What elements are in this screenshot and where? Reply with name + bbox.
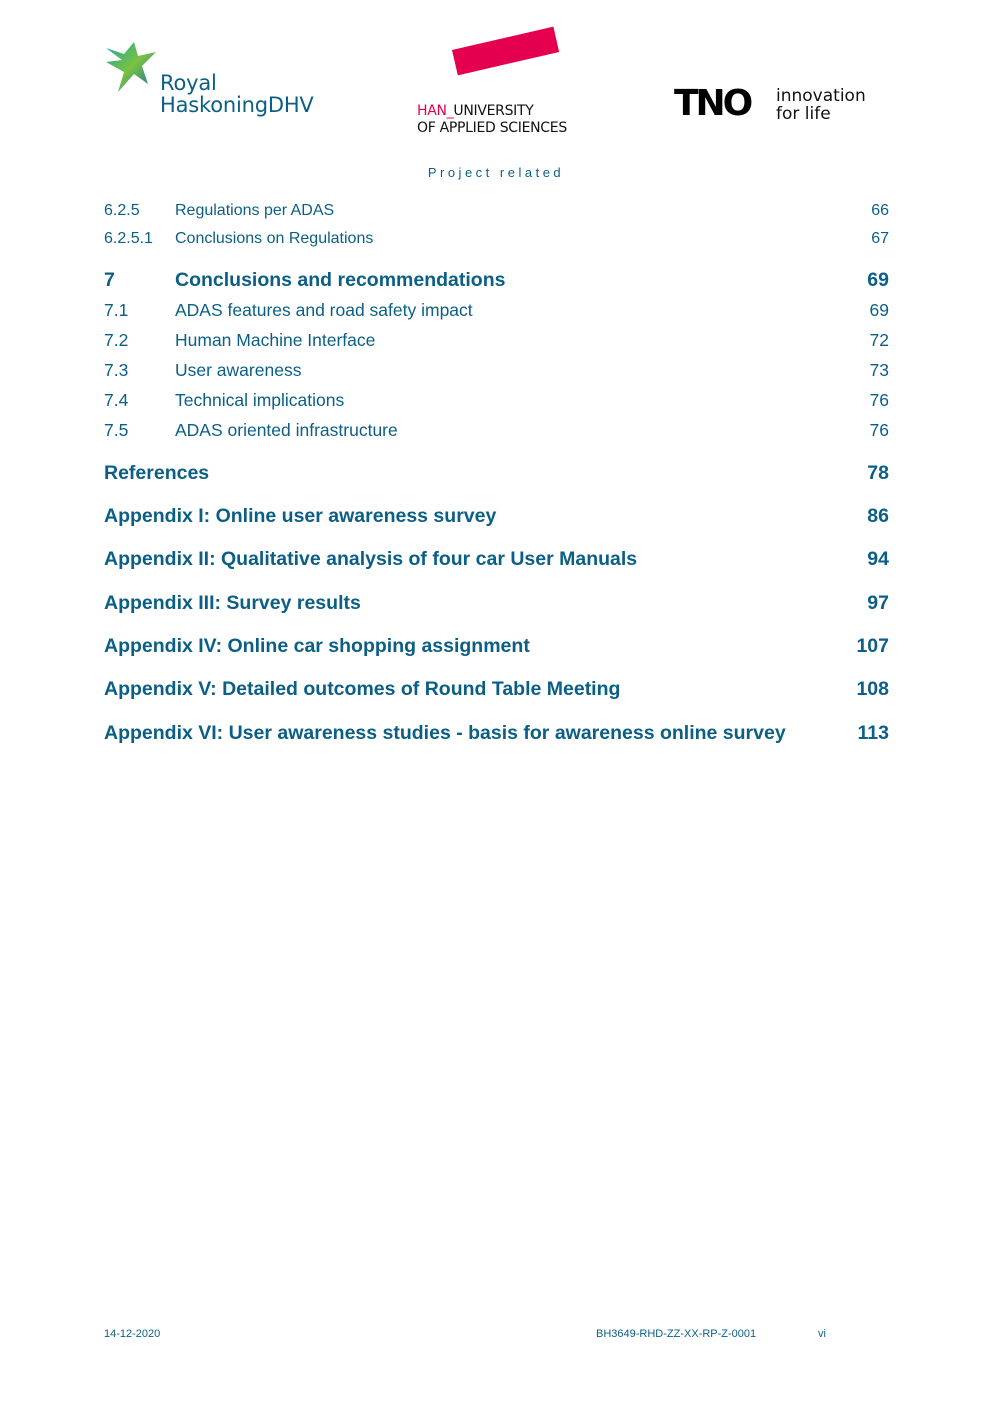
toc-entry-number: 6.2.5 bbox=[104, 202, 140, 219]
toc-entry-number: 7.3 bbox=[104, 360, 129, 380]
han-pink-bar bbox=[452, 27, 559, 76]
toc-entry[interactable] bbox=[104, 355, 889, 385]
toc-entry-title: Conclusions and recommendations bbox=[175, 269, 506, 291]
toc-entry-title: Conclusions on Regulations bbox=[175, 230, 374, 247]
toc-entry-title: Appendix IV: Online car shopping assignment bbox=[104, 635, 530, 657]
toc-appendix-entry[interactable] bbox=[104, 632, 889, 660]
toc-entry-page: 78 bbox=[867, 462, 889, 484]
footer-page-number: vi bbox=[818, 1328, 826, 1340]
footer-document-id: BH3649-RHD-ZZ-XX-RP-Z-0001 bbox=[596, 1328, 757, 1340]
tno-tagline: innovation for life bbox=[776, 86, 866, 124]
toc-entry-title: Technical implications bbox=[175, 390, 345, 410]
rhdhv-bird-icon bbox=[104, 40, 164, 100]
toc-entry[interactable] bbox=[104, 415, 889, 445]
toc-entry-title: User awareness bbox=[175, 360, 302, 380]
toc-entry[interactable] bbox=[104, 385, 889, 415]
toc-entry-number: 7.4 bbox=[104, 390, 129, 410]
toc-entry[interactable] bbox=[104, 197, 889, 225]
toc-entry-page: 113 bbox=[857, 722, 889, 744]
toc-entry-title: Appendix V: Detailed outcomes of Round Table Meeting bbox=[104, 678, 621, 700]
toc-entry-title: ADAS oriented infrastructure bbox=[175, 420, 398, 440]
toc-entry-number: 6.2.5.1 bbox=[104, 230, 153, 247]
royal-haskoningdhv-logo bbox=[104, 40, 334, 122]
toc-entry-page: 66 bbox=[871, 202, 889, 219]
han-wordmark: HAN_UNIVERSITY OF APPLIED SCIENCES bbox=[417, 103, 567, 136]
toc-appendix-entry[interactable] bbox=[104, 719, 889, 747]
toc-entry[interactable] bbox=[104, 325, 889, 355]
toc-entry[interactable] bbox=[104, 295, 889, 325]
toc-entry-page: 86 bbox=[867, 505, 889, 527]
toc-entry-page: 94 bbox=[867, 548, 889, 570]
toc-entry-title: References bbox=[104, 462, 210, 484]
toc-entry-title: Appendix III: Survey results bbox=[104, 592, 361, 614]
toc-appendix-entry[interactable] bbox=[104, 545, 889, 573]
toc-entry-page: 76 bbox=[869, 420, 889, 440]
footer-date: 14-12-2020 bbox=[104, 1328, 161, 1340]
toc-entry-page: 108 bbox=[856, 678, 889, 700]
toc-entry[interactable] bbox=[104, 225, 889, 253]
toc-entry-number: 7.5 bbox=[104, 420, 129, 440]
toc-entry-title: Appendix I: Online user awareness survey bbox=[104, 505, 497, 527]
han-university-logo bbox=[416, 40, 566, 140]
toc-entry-page: 69 bbox=[867, 269, 889, 291]
classification-label: Project related bbox=[427, 165, 565, 180]
toc-entry-page: 107 bbox=[856, 635, 889, 657]
toc-entry-title: Regulations per ADAS bbox=[175, 202, 335, 219]
toc-chapter-entry[interactable] bbox=[104, 266, 889, 294]
toc-appendix-entry[interactable] bbox=[104, 675, 889, 703]
toc-appendix-entry[interactable] bbox=[104, 589, 889, 617]
toc-entry-number: 7 bbox=[104, 269, 115, 291]
toc-entry-page: 69 bbox=[869, 300, 889, 320]
toc-entry-page: 76 bbox=[869, 390, 889, 410]
table-of-contents bbox=[104, 197, 889, 747]
rhdhv-wordmark: Royal HaskoningDHV bbox=[160, 71, 314, 117]
toc-entry-number: 7.1 bbox=[104, 300, 129, 320]
toc-entry-title: Appendix VI: User awareness studies - basis for awareness online survey bbox=[104, 722, 786, 744]
toc-references-entry[interactable] bbox=[104, 459, 889, 487]
tno-mark: TNO bbox=[674, 83, 751, 124]
toc-entry-number: 7.2 bbox=[104, 330, 129, 350]
toc-appendix-entry[interactable] bbox=[104, 502, 889, 530]
toc-entry-title: Appendix II: Qualitative analysis of four car User Manuals bbox=[104, 548, 638, 570]
toc-entry-page: 72 bbox=[869, 330, 889, 350]
toc-entry-page: 67 bbox=[871, 230, 889, 247]
toc-entry-page: 97 bbox=[867, 592, 889, 614]
toc-entry-title: Human Machine Interface bbox=[175, 330, 376, 350]
tno-logo bbox=[674, 83, 884, 126]
toc-entry-page: 73 bbox=[869, 360, 889, 380]
toc-entry-title: ADAS features and road safety impact bbox=[175, 300, 473, 320]
